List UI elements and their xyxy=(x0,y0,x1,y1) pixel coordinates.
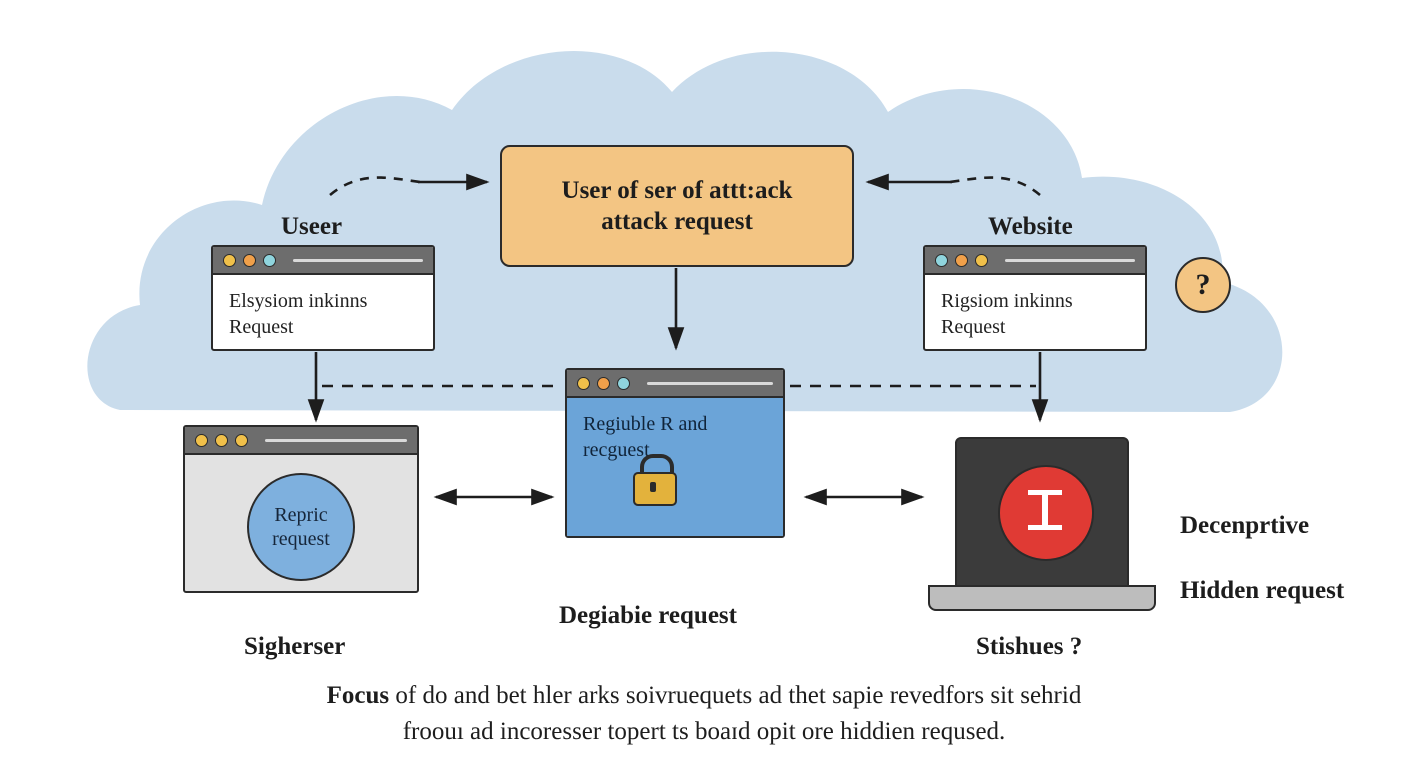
browser-window-left-bottom[interactable] xyxy=(183,425,419,593)
address-bar-placeholder xyxy=(647,382,773,385)
window-dot-orange-icon xyxy=(955,254,968,267)
browser-body-left-top xyxy=(213,275,433,351)
window-dot-yellow-icon xyxy=(975,254,988,267)
question-badge[interactable] xyxy=(1175,257,1231,313)
browser-titlebar xyxy=(213,247,433,275)
window-dot-yellow-icon xyxy=(195,434,208,447)
browser-titlebar xyxy=(567,370,783,398)
deceptive-line1: Decenprtive xyxy=(1180,511,1310,539)
browser-body-center xyxy=(567,398,783,538)
address-bar-placeholder xyxy=(293,259,423,262)
window-dot-orange-icon xyxy=(243,254,256,267)
right-top-line2: Request xyxy=(941,315,1006,338)
browser-window-right-top[interactable] xyxy=(923,245,1147,351)
window-dot-yellow-icon xyxy=(215,434,228,447)
caption-line1-rest: of do and bet hler arks soivruequets ad thet sapie revedfors sit sehrid xyxy=(389,682,1082,709)
repric-request-circle[interactable] xyxy=(247,473,355,581)
repric-line2: request xyxy=(272,528,330,550)
caption-line2: froouı ad incoresser topert ts boaɪd opit ore hiddien reqused. xyxy=(402,718,1006,746)
deceptive-line2: Hidden request xyxy=(1180,576,1345,604)
label-website: Website xyxy=(988,213,1073,240)
browser-window-left-top[interactable] xyxy=(211,245,435,351)
window-dot-orange-icon xyxy=(597,377,610,390)
browser-body-right-top xyxy=(925,275,1145,351)
attack-box-line1: User of ser of attt:ack xyxy=(561,176,793,204)
window-dot-cyan-icon xyxy=(617,377,630,390)
center-line1: Regiuble R and xyxy=(583,413,708,435)
window-dot-cyan-icon xyxy=(935,254,948,267)
window-dot-cyan-icon xyxy=(263,254,276,267)
label-sigherser: Sigherser xyxy=(244,633,346,660)
attack-box-line2: attack request xyxy=(601,208,753,235)
right-top-line1: Rigsiom inkinns xyxy=(941,290,1073,312)
caption-lead: Focus xyxy=(326,682,390,709)
window-dot-yellow-icon xyxy=(577,377,590,390)
browser-body-left-bottom xyxy=(185,455,417,591)
address-bar-placeholder xyxy=(265,439,407,442)
browser-window-center[interactable] xyxy=(565,368,785,538)
question-mark-icon: ? xyxy=(1195,268,1211,301)
browser-titlebar xyxy=(185,427,417,455)
label-stishues: Stishues ? xyxy=(976,633,1083,660)
laptop-base xyxy=(928,585,1156,611)
address-bar-placeholder xyxy=(1005,259,1135,262)
label-user: Useer xyxy=(281,213,343,240)
label-deceptive-hidden-request xyxy=(1155,477,1344,640)
window-dot-yellow-icon xyxy=(235,434,248,447)
left-top-line2: Request xyxy=(229,315,294,338)
repric-line1: Repric xyxy=(274,504,328,526)
window-dot-yellow-icon xyxy=(223,254,236,267)
center-line2: recguest xyxy=(583,438,650,461)
figure-caption xyxy=(0,678,1408,751)
browser-titlebar xyxy=(925,247,1145,275)
attack-request-box[interactable] xyxy=(500,145,854,267)
label-degiabie-request: Degiabie request xyxy=(559,602,737,629)
red-alert-glyph xyxy=(1024,484,1066,536)
left-top-line1: Elsysiom inkinns xyxy=(229,290,368,312)
